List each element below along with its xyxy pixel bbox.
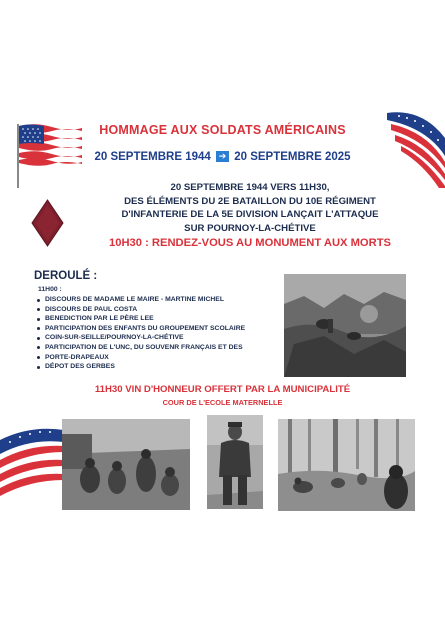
location-line: COUR DE L'ECOLE MATERNELLE — [162, 398, 283, 407]
program-time: 11H00 : — [38, 286, 62, 293]
intro-line: D'INFANTERIE DE LA 5E DIVISION LANÇAIT L'ATTAQUE — [121, 209, 379, 220]
date-end: 20 SEPTEMBRE 2025 — [234, 151, 351, 163]
program-item: PORTE-DRAPEAUX — [36, 353, 271, 363]
soldiers-trench-photo — [284, 274, 406, 377]
red-diamond-insignia-icon — [31, 199, 64, 247]
page-title: HOMMAGE AUX SOLDATS AMÉRICAINS — [99, 123, 346, 137]
program-title: DEROULÉ : — [34, 270, 98, 282]
program-item: PARTICIPATION DE L'UNC, DU SOUVENR FRANÇAIS ET DES — [36, 343, 271, 353]
program-item: DÉPOT DES GERBES — [36, 362, 271, 372]
soldiers-resting-photo — [62, 419, 190, 510]
date-start: 20 SEPTEMBRE 1944 — [94, 151, 211, 163]
intro-line: 20 SEPTEMBRE 1944 VERS 11H30, — [170, 182, 330, 193]
program-list — [36, 295, 271, 372]
program-item: BENEDICTION PAR LE PÈRE LEE — [36, 314, 271, 324]
program-item: COIN-SUR-SEILLE/POURNOY-LA-CHÉTIVE — [36, 333, 271, 343]
vin-dhonneur: 11H30 VIN D'HONNEUR OFFERT PAR LA MUNICIPALITÉ — [94, 384, 351, 395]
soldiers-forest-photo — [278, 419, 415, 511]
date-range — [0, 151, 445, 163]
historical-intro — [90, 181, 410, 235]
arrow-right-icon: ➔ — [216, 151, 229, 162]
stars-stripes-corner-decoration — [387, 108, 445, 188]
program-item: DISCOURS DE MADAME LE MAIRE - MARTINE MICHEL — [36, 295, 271, 305]
stars-stripes-corner-decoration — [0, 420, 64, 510]
program-item: PARTICIPATION DES ENFANTS DU GROUPEMENT SCOLAIRE — [36, 324, 271, 334]
intro-line: DES ÉLÉMENTS DU 2E BATAILLON DU 10E RÉGIMENT — [124, 195, 376, 207]
rendezvous-line: 10H30 : RENDEZ-VOUS AU MONUMENT AUX MORTS — [109, 237, 391, 249]
intro-line: SUR POURNOY-LA-CHÉTIVE — [184, 222, 316, 234]
officer-portrait-photo — [207, 415, 263, 509]
program-item: DISCOURS DE PAUL COSTA — [36, 305, 271, 315]
